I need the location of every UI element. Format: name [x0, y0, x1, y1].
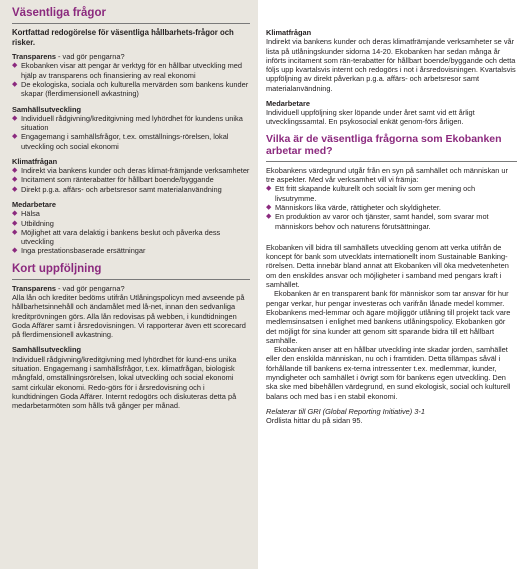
divider: [12, 23, 250, 24]
diamond-bullet-icon: ◆: [12, 176, 18, 184]
subheading-medarbetare-followup: Medarbetare: [266, 98, 310, 108]
divider: [12, 279, 250, 280]
list-item-text: Indirekt via bankens kunder och deras klimat-främjande verksamheter: [21, 166, 250, 176]
right-column: [258, 0, 523, 569]
samhall-followup-text: Individuell rådgivning/kreditgivning med lyhördhet för kund-ens unika situation. Engagemang i samhällsfrågor, t.ex. klimatfrågan, biologisk mångfald, omställningsrörelsen, lokal utveckling och social ekonomi samt cirkulär ekonomi. Redo-görs för i årsredovisning och i kundtidningen Goda Affärer. Internt redogörs och diskuteras detta på medarbetarmöten som hålls två gånger per månad.: [12, 354, 237, 411]
diamond-bullet-icon: ◆: [12, 62, 18, 70]
subheading-klimatfragan: Klimatfrågan: [12, 156, 58, 166]
list-item: [12, 209, 250, 218]
list-item: [12, 61, 250, 80]
list-item: [266, 184, 517, 203]
diamond-bullet-icon: ◆: [12, 219, 18, 227]
list-item: [12, 175, 250, 184]
list-item-text: En produktion av varor och tjänster, samt handel, som svarar mot människors behov och naturens förutsättningar.: [275, 212, 489, 231]
section-title-vasentliga: Väsentliga frågor: [12, 7, 106, 19]
list-item-text: Engagemang i samhällsfrågor, t.ex. omställnings-rörelsen, lokal utveckling och social ekonomi: [21, 132, 229, 151]
intro-text: Kortfattad redogörelse för väsentliga hållbarhets-frågor och risker.: [12, 28, 234, 47]
medarbetare-followup-text: Individuell uppföljning sker löpande under året samt vid ett årligt utvecklingssamtal. En psykosocial enkät genom-förs årligen.: [266, 108, 475, 127]
diamond-bullet-icon: ◆: [12, 228, 18, 236]
list-item-text: Möjlighet att vara delaktig i bankens beslut och påverka dess utveckling: [21, 227, 221, 247]
divider: [266, 161, 517, 162]
list-item-text: Incitament som ränterabatter för hållbart boende/byggande: [21, 175, 214, 185]
list-item: [12, 114, 250, 133]
paragraph-hallbar-utveckling: Ekobanken anser att en hållbar utveckling inte skadar jorden, samhället eller den enskilda människan, nu och i framtiden. Detta tillämpas såväl i förhållande till bankens ex-terna intressenter t.ex. medlemmar, kunder, myndigheter och samhället i övrigt som för bankens egen utveckling. Den ska ske med bibehållen värdegrund, en sund ekologisk, social och kulturell balans och med bas i en stabil ekonomi.: [266, 345, 511, 401]
subheading-transparens-followup: [12, 284, 250, 293]
klimat-list: [12, 166, 250, 194]
gri-reference: Relaterar till GRI (Global Reporting Initiative) 3-1: [266, 406, 425, 416]
list-item: [12, 228, 250, 247]
subheading-label: Transparens: [12, 52, 56, 62]
subheading-samhall-followup: Samhällsutveckling: [12, 345, 82, 355]
list-item-text: De ekologiska, sociala och kulturella mervärden som bankens kunder skapar (flerdimensionell avkastning): [21, 79, 249, 99]
transparens-followup-text: Alla lån och krediter bedöms utifrån Utlåningspolicyn med avseende på hållbarhetsinnehåll och ändamålet med lå-net, innan den sedvanliga kreditprövningen görs. Alla lån redovisas på webben, i kundtidningen Goda Affärer samt i årsredovisningen. Vi rapporterar även ett scorecard på flerdimensionell avkastning.: [12, 292, 246, 340]
diamond-bullet-icon: ◆: [12, 210, 18, 218]
list-item-text: Direkt p.g.a. affärs- och arbetsresor samt materialanvändning: [21, 184, 222, 194]
diamond-bullet-icon: ◆: [266, 185, 272, 193]
paragraph-sustainable-banking: Ekobanken vill bidra till samhällets utveckling genom att verka utifrån de koncept för bank som utvecklats internationellt inom Sustainable Banking-rörelsen. Detta innebär bland annat att Ekobanken vill öka medvetenheten om den enskildes ansvar och möjligheter i samband med pengars kraft i samhället.: [266, 242, 509, 290]
diamond-bullet-icon: ◆: [266, 213, 272, 221]
values-intro-text: Ekobankens värdegrund utgår från en syn på samhället och människan ur tre aspekter. Med vår verksamhet vill vi främja:: [266, 165, 508, 185]
section-title-vilka-fragor: Vilka är de väsentliga frågorna som Ekobanken arbetar med?: [266, 132, 502, 158]
list-item: [12, 219, 250, 228]
list-item-text: Hälsa: [21, 209, 40, 219]
list-item-text: Inga prestationsbaserade ersättningar: [21, 246, 146, 256]
list-item-text: Människors lika värde, rättigheter och skyldigheter.: [275, 202, 441, 212]
subheading-transparens: [12, 52, 250, 61]
diamond-bullet-icon: ◆: [12, 80, 18, 88]
medarbetare-list: [12, 209, 250, 255]
values-list: [266, 184, 517, 230]
diamond-bullet-icon: ◆: [12, 114, 18, 122]
samhall-list: [12, 114, 250, 151]
diamond-bullet-icon: ◆: [266, 203, 272, 211]
list-item: [12, 132, 250, 151]
list-item-text: Individuell rådgivning/kreditgivning med lyhördhet för kundens unika situation: [21, 113, 243, 133]
list-item: [12, 185, 250, 194]
list-item-text: Utbildning: [21, 218, 54, 228]
list-item: [12, 80, 250, 99]
list-item: [12, 246, 250, 255]
subheading-question: - vad gör pengarna?: [55, 52, 125, 62]
subheading-klimatfragan-followup: Klimatfrågan: [266, 28, 312, 37]
section-title-kort-uppfoljning: Kort uppföljning: [12, 262, 102, 275]
list-item: [266, 203, 517, 212]
diamond-bullet-icon: ◆: [12, 247, 18, 255]
subheading-question: - vad gör pengarna?: [55, 283, 125, 293]
subheading-label: Transparens: [12, 283, 56, 293]
paragraph-transparent-bank: Ekobanken är en transparent bank för människor som tar ansvar för hur pengar verkar, hur pengar investeras och varifrån lånade medel kommer. Ekobankens med-lemmar och ägare möjliggör utlåning till projekt tack vare medlemsinsatsen i enlighet med bankens utlåningspolicy. Ekobanken gör det möjligt för sina kunder att genom sitt sparande bidra till ett hållbart samhälle.: [266, 289, 511, 345]
left-column: [0, 0, 258, 569]
list-item-text: Ekobanken visar att pengar är verktyg för en hållbar utveckling med hjälp av transparens och finansiering av real ekonomi: [21, 61, 243, 80]
diamond-bullet-icon: ◆: [12, 133, 18, 141]
list-item: [12, 166, 250, 175]
list-item-text: Ett fritt skapande kulturellt och socialt liv som ger mening och livsutrymme.: [275, 184, 476, 203]
subheading-samhallsutveckling: Samhällsutveckling: [12, 104, 82, 114]
diamond-bullet-icon: ◆: [12, 167, 18, 175]
subheading-medarbetare: Medarbetare: [12, 200, 56, 210]
ordlista-reference: Ordlista hittar du på sidan 95.: [266, 416, 363, 426]
list-item: [266, 212, 517, 231]
diamond-bullet-icon: ◆: [12, 185, 18, 193]
transparens-list: [12, 61, 250, 98]
klimat-followup-text: Indirekt via bankens kunder och deras klimatfrämjande verksamheter se vår lista på utlåningskunder sidorna 14-20. Ekobanken har sedan många år införts incitament som rän-terabatter för hållbart boende/byggande och detta följs upp kvartalsvis internt och redogörs i not i årsredovisningen. Kvartalsvis uppföljning av direkt påverkan p.g.a. affärs- och arbetsresor samt materialanvändning.: [266, 37, 516, 93]
